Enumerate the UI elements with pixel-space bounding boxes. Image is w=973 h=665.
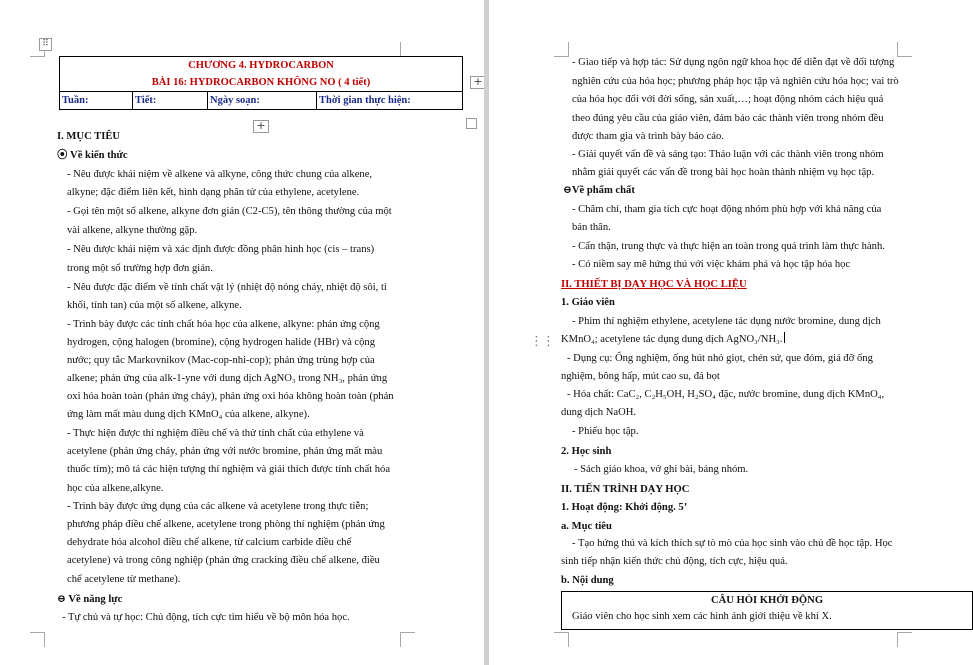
right-text-line: - Giao tiếp và hợp tác: Sử dụng ngôn ngữ khoa học để diễn đạt về đối tượng bbox=[572, 57, 895, 68]
left-text-line: học của alkene,alkyne. bbox=[67, 483, 164, 494]
left-text-line: nước; quy tắc Markovnikov (Mac-cop-nhi-cop); phản ứng trùng hợp của bbox=[67, 355, 375, 366]
box-text: Giáo viên cho học sinh xem các hình ảnh giới thiệu về khí X. bbox=[572, 611, 832, 622]
right-text-line: II. THIẾT BỊ DẠY HỌC VÀ HỌC LIỆU bbox=[561, 279, 747, 290]
startup-question-box bbox=[561, 591, 973, 630]
left-text-line: hydrogen, cộng halogen (bromine), cộng hydrogen halide (HBr) và cộng bbox=[67, 337, 376, 348]
left-text-line: ⊖ Về năng lực bbox=[57, 594, 123, 605]
ngay-soan-cell[interactable]: Ngày soạn: bbox=[208, 92, 317, 110]
thoi-gian-cell[interactable]: Thời gian thực hiện: bbox=[317, 92, 463, 110]
left-text-line: ⦿ Về kiến thức bbox=[57, 150, 128, 161]
crop-mark bbox=[30, 632, 45, 647]
left-text-line: trong một số trường hợp đơn giản. bbox=[67, 263, 213, 274]
right-text-line: sinh tiếp nhận kiến thức chủ động, tích cực, hiệu quả. bbox=[561, 556, 788, 567]
right-text-line: nhằm giải quyết các vấn đề trong bài học hoàn thành nhiệm vụ học tập. bbox=[572, 167, 875, 178]
right-text-line: - Sách giáo khoa, vở ghi bài, bảng nhóm. bbox=[574, 464, 749, 475]
right-text-line: a. Mục tiêu bbox=[561, 521, 612, 532]
left-text-line: ứng làm mất màu dung dịch KMnO₄ của alkene, alkyne). bbox=[67, 409, 310, 420]
left-text-line: - Tự chủ và tự học: Chủ động, tích cực tìm hiểu về bộ môn hóa học. bbox=[62, 612, 350, 623]
left-text-line: acetylene (phản ứng cháy, phản ứng với nước bromine, phản ứng mất màu bbox=[67, 446, 383, 457]
crop-mark bbox=[897, 632, 912, 647]
right-text-line: 1. Hoạt động: Khởi động. 5’ bbox=[561, 502, 688, 513]
crop-mark bbox=[897, 42, 912, 57]
lesson-header-table bbox=[59, 56, 463, 110]
header-title-cell bbox=[60, 57, 463, 92]
left-text-line: khối, tính tan) của một số alkene, alkyne. bbox=[67, 300, 242, 311]
lesson-title: BÀI 16: HYDROCARBON KHÔNG NO ( 4 tiết) bbox=[151, 77, 371, 88]
right-text-line: - Có niềm say mê hứng thú với việc khám phá và học tập hóa học bbox=[572, 259, 851, 270]
box-title: CÂU HỎI KHỞI ĐỘNG bbox=[710, 595, 824, 606]
left-text-line: phương pháp điều chế alkene, acetylene trong phòng thí nghiệm (phản ứng bbox=[67, 519, 385, 530]
chapter-title: CHƯƠNG 4. HYDROCARBON bbox=[188, 60, 334, 71]
crop-mark bbox=[400, 42, 415, 57]
left-text-line: - Trình bày được các tính chất hóa học của alkene, alkyne: phản ứng cộng bbox=[67, 319, 380, 330]
right-text-line: nghiên cứu của hóa học; phương pháp học tập và nghiên cứu hóa học; vai trò bbox=[572, 76, 899, 87]
add-column-button[interactable]: + bbox=[470, 76, 484, 89]
add-row-button[interactable]: + bbox=[253, 120, 269, 133]
text-cursor bbox=[784, 332, 785, 343]
left-text-line: alkene; phản ứng của alk-1-yne với dung dịch AgNO₃ trong NH₃, phản ứng bbox=[67, 373, 388, 384]
left-text-line: - Nêu được khái niệm và xác định được đồng phân hình học (cis – trans) bbox=[67, 244, 375, 255]
left-text-line: - Gọi tên một số alkene, alkyne đơn giản (C2-C5), tên thông thường của một bbox=[67, 206, 392, 217]
crop-mark bbox=[554, 42, 569, 57]
right-text-line: - Phim thí nghiệm ethylene, acetylene tác dụng nước bromine, dung dịch bbox=[572, 316, 881, 327]
right-text-line: của hóa học đối với đời sống, sản xuất,…; hoạt động nhóm cách hiệu quả bbox=[572, 94, 884, 105]
right-text-line: 2. Học sinh bbox=[561, 446, 612, 457]
left-text-line: alkyne; đặc điểm liên kết, hình dạng phân tử của ethylene, acetylene. bbox=[67, 187, 360, 198]
right-text-line: - Hóa chất: CaC₂, C₂H₅OH, H₂SO₄ đặc, nước bromine, dung dịch KMnO₄, bbox=[567, 389, 885, 400]
left-text-line: acetylene) và trong công nghiệp (phản ứng cracking điều chế alkene, điều bbox=[67, 555, 380, 566]
left-text-line: chế acetylene từ methane). bbox=[67, 574, 181, 585]
right-text-line: ⊖Về phẩm chất bbox=[563, 185, 635, 196]
left-text-line: thuốc tím); mô tả các hiện tượng thí nghiệm và giải thích được tính chất hóa bbox=[67, 464, 391, 475]
left-text-line: oxi hóa hoàn toàn (phản ứng cháy), phản ứng oxi hóa không hoàn toàn (phản bbox=[67, 391, 394, 402]
left-text-line: vài alkene, alkyne thường gặp. bbox=[67, 225, 198, 236]
right-text-line: - Dụng cụ: Ống nghiệm, ống hút nhỏ giọt, chén sứ, que đóm, giá đỡ ống bbox=[567, 353, 873, 364]
right-text-line: - Phiếu học tập. bbox=[572, 426, 639, 437]
right-text-line: - Cẩn thận, trung thực và thực hiện an toàn trong quá trình làm thực hành. bbox=[572, 241, 885, 252]
tuan-cell[interactable]: Tuần: bbox=[60, 92, 133, 110]
tiet-cell[interactable]: Tiết: bbox=[133, 92, 208, 110]
right-text-line: được tham gia và trình bày báo cáo. bbox=[572, 131, 724, 142]
right-text-line: bản thân. bbox=[572, 222, 611, 233]
right-text-line: - Tạo hứng thú và kích thích sự tò mò của học sinh vào chủ đề học tập. Học bbox=[572, 538, 893, 549]
left-text-line: - Nêu được khái niệm về alkene và alkyne, công thức chung của alkene, bbox=[67, 169, 373, 180]
crop-mark bbox=[400, 632, 415, 647]
table-move-handle-icon[interactable]: ⠿ bbox=[39, 38, 52, 51]
crop-mark bbox=[554, 632, 569, 647]
document-page-left[interactable] bbox=[0, 0, 484, 665]
right-text-line: b. Nội dung bbox=[561, 575, 614, 586]
right-text-line: - Chăm chỉ, tham gia tích cực hoạt động nhóm phù hợp với khả năng của bbox=[572, 204, 882, 215]
right-text-line: II. TIẾN TRÌNH DẠY HỌC bbox=[561, 484, 690, 495]
left-text-line: I. MỤC TIÊU bbox=[57, 131, 121, 142]
drag-grip-icon[interactable]: ⋮⋮ bbox=[530, 334, 554, 349]
table-resize-handle-icon[interactable] bbox=[466, 118, 477, 129]
left-text-line: - Thực hiện được thí nghiệm điều chế và thử tính chất của ethylene và bbox=[67, 428, 364, 439]
right-text-line: - Giải quyết vấn đề và sáng tạo: Thảo luận với các thành viên trong nhóm bbox=[572, 149, 884, 160]
left-text-line: - Nêu được đặc điểm về tính chất vật lý (nhiệt độ nóng chảy, nhiệt độ sôi, tỉ bbox=[67, 282, 387, 293]
right-text-line: KMnO₄; acetylene tác dụng dung dịch AgNO₃/NH₃. bbox=[561, 331, 785, 348]
right-text-line: nghiệm, bông hấp, mút cao su, đá bọt bbox=[561, 371, 720, 382]
right-text-line: 1. Giáo viên bbox=[561, 297, 615, 308]
right-text-line: dung dịch NaOH. bbox=[561, 407, 637, 418]
right-text-line: theo đúng yêu cầu của giáo viên, đảm bảo các thành viên trong nhóm đều bbox=[572, 113, 884, 124]
left-text-line: dehydrate hóa alcohol điều chế alkene, từ calcium carbide điều chế bbox=[67, 537, 352, 548]
left-text-line: - Trình bày được ứng dụng của các alkene và acetylene trong thực tiễn; bbox=[67, 501, 369, 512]
